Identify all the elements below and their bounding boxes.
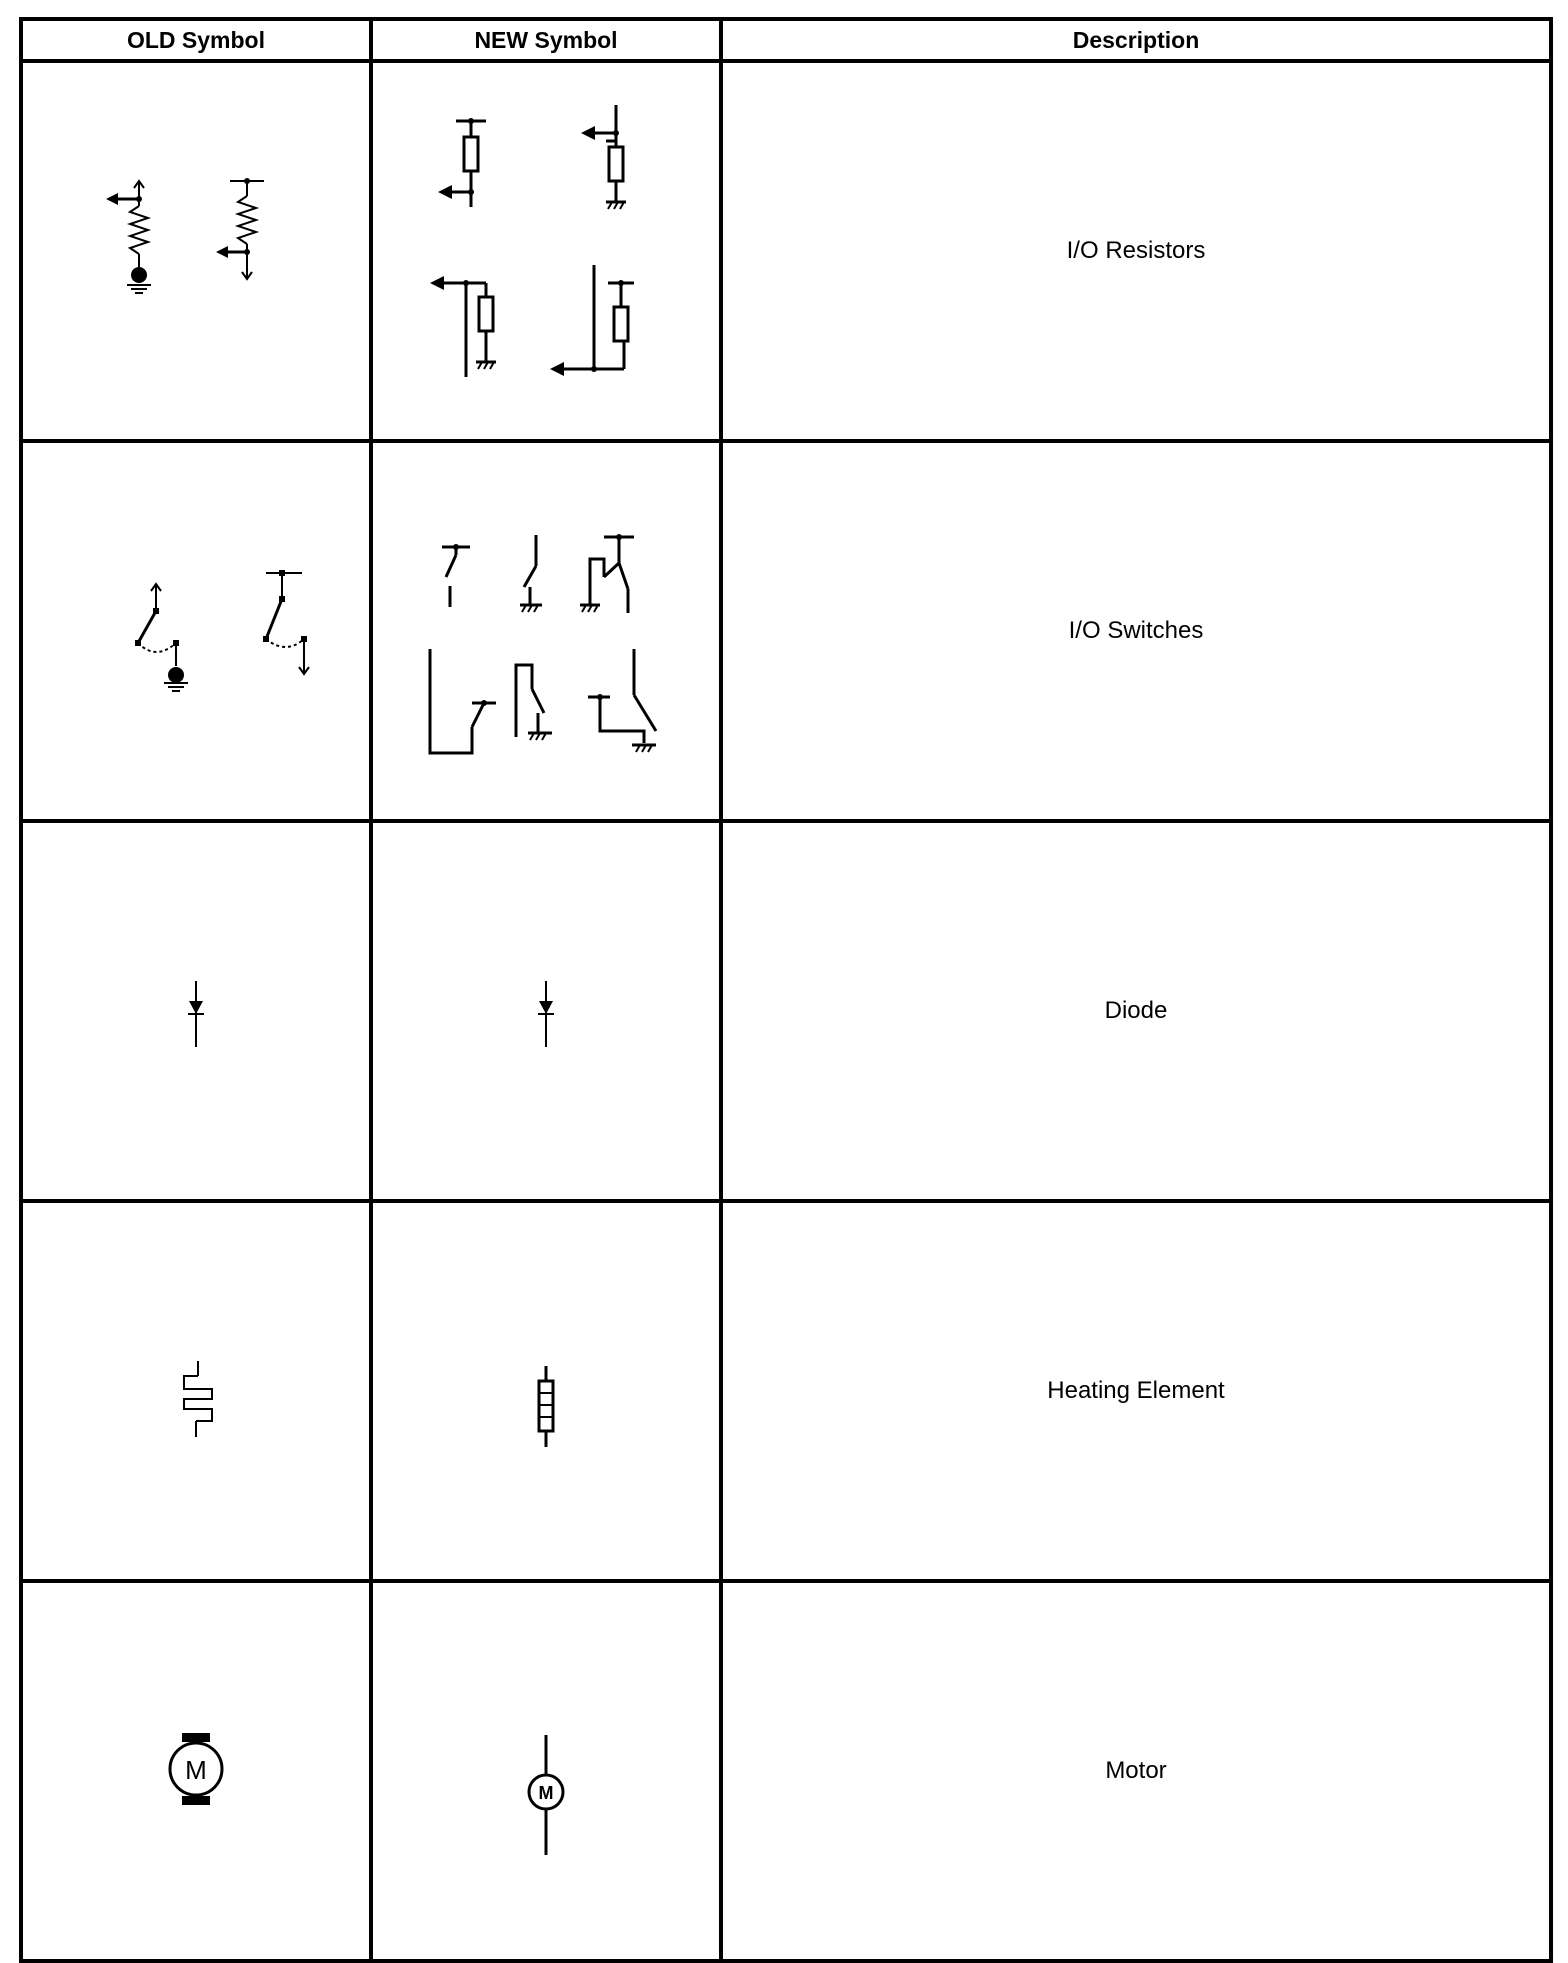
old-symbol-cell <box>21 61 371 441</box>
new-motor-label: M <box>538 1783 554 1803</box>
old-symbol-cell <box>21 821 371 1201</box>
header-old-symbol: OLD Symbol <box>21 19 371 61</box>
description-io-resistors: I/O Resistors <box>721 61 1551 441</box>
old-heating-element-icon <box>26 1211 366 1571</box>
table-row <box>21 1581 1551 1961</box>
table-row <box>21 61 1551 441</box>
new-io-switch-icon <box>376 451 716 811</box>
old-diode-icon <box>26 831 366 1191</box>
description-heating-element: Heating Element <box>721 1201 1551 1581</box>
table-row <box>21 441 1551 821</box>
description-diode: Diode <box>721 821 1551 1201</box>
old-symbol-cell <box>21 1581 371 1961</box>
old-symbol-cell <box>21 1201 371 1581</box>
description-io-switches: I/O Switches <box>721 441 1551 821</box>
symbol-comparison-table <box>19 17 1553 1963</box>
new-motor-icon <box>376 1591 716 1951</box>
new-symbol-cell <box>371 1581 721 1961</box>
table-row <box>21 1201 1551 1581</box>
new-io-resistor-icon <box>376 71 716 431</box>
old-motor-label: M <box>185 1755 207 1785</box>
header-new-symbol: NEW Symbol <box>371 19 721 61</box>
header-description: Description <box>721 19 1551 61</box>
old-io-resistor-icon <box>26 71 366 431</box>
table-row <box>21 821 1551 1201</box>
old-symbol-cell <box>21 441 371 821</box>
new-symbol-cell <box>371 1201 721 1581</box>
old-motor-icon <box>26 1591 366 1951</box>
old-io-switch-icon <box>26 451 366 811</box>
new-symbol-cell <box>371 441 721 821</box>
new-diode-icon <box>376 831 716 1191</box>
header-row <box>21 19 1551 61</box>
new-symbol-cell <box>371 821 721 1201</box>
new-symbol-cell <box>371 61 721 441</box>
description-motor: Motor <box>721 1581 1551 1961</box>
new-heating-element-icon <box>376 1211 716 1571</box>
